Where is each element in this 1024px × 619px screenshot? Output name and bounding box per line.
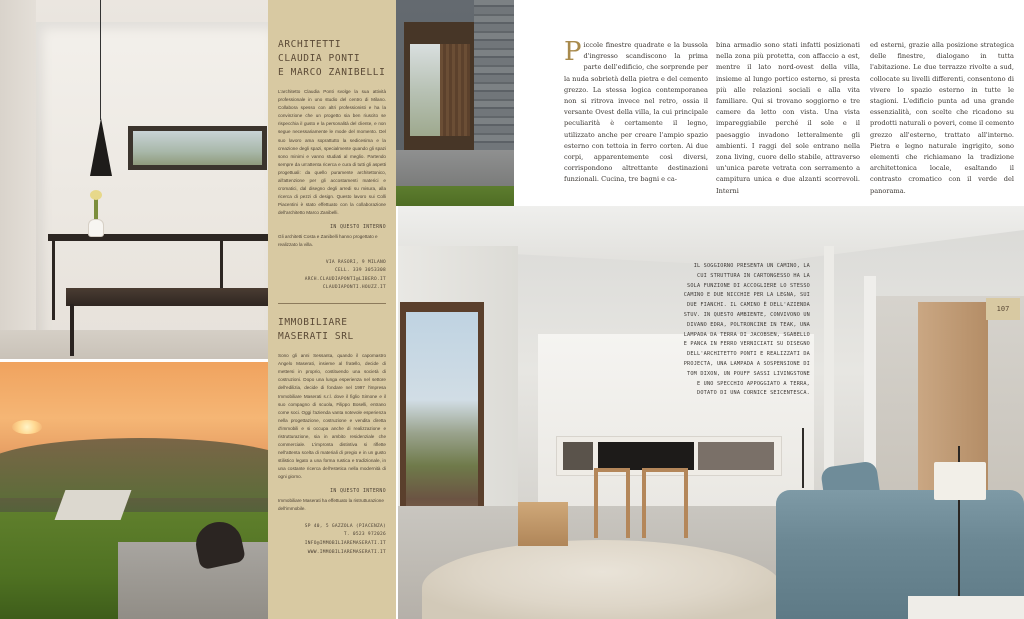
sidebar-text-column — [268, 0, 396, 619]
section-divider — [278, 303, 386, 304]
section2-label: IN QUESTO INTERNO — [330, 488, 386, 494]
wood-niche — [563, 442, 593, 470]
bench — [66, 288, 268, 306]
teak-chair — [642, 468, 688, 538]
vase — [88, 219, 104, 237]
photo-wall — [0, 0, 36, 359]
bench-leg — [70, 304, 74, 356]
article-column-1 — [564, 37, 708, 186]
stone-wall — [474, 0, 514, 150]
wood-niche — [698, 442, 774, 470]
section2-body: Sono gli anni Sessanta, quando il capomastro Angelo Maserati, insieme al fratello, decide di mettersi in proprio, costituendo una società di costruzioni. Dopo una lunga esperienza nel settore dell'edilizia, decide di fondare nel 1997 l'impresa Immobiliare Maserati s.r.l. dove il figlio Simone e il suo compagno di scuola, Filippo Boselli, entrano come soci. Oggi l'azienda vanta notevole esperienza nella progettazione, costruzione e vendita diretta d'immobili e si occupa anche di realizzazione e ristrutturazione, sia in ambito residenziale che commerciale. L'impronta distintiva si riflette nell'attenta scelta di materiali di pregio e in un gusto stilistico legato a una forma rustica e tradizionale, in una costante ricerca dell'estetica nella modernità di ogni giorno. — [278, 353, 386, 480]
section2-title-line2: MASERATI SRL — [278, 331, 354, 343]
article-column-2: bina armadio sono stati infatti posizionati nella zona più protetta, con affaccio a est, mentre il lato nord-ovest della villa, insieme al lungo portico esterno, si presta più alle relazioni sociali e alla vita familiare. Qui si trovano soggiorno e tre camere da letto con vista. Una vista impareggiabile perché il sole e il paesaggio invadono letteralmente gli ambienti. I raggi del sole entrano nella zona living, cuore dello stabile, attraverso un'unica parete vetrata con serramento a campitura unica e due alzanti scorrevoli. Interni — [716, 41, 860, 195]
pendant-cord — [100, 0, 101, 120]
gravel-path — [396, 150, 514, 186]
section1-label: IN QUESTO INTERNO — [330, 224, 386, 230]
section1-title — [278, 38, 386, 80]
lamp-shade — [934, 462, 986, 500]
hills — [0, 438, 268, 498]
skylight — [55, 490, 132, 520]
lawn — [396, 186, 514, 206]
photo-window — [128, 126, 267, 170]
photo-window-pane — [133, 131, 262, 165]
contact-website[interactable]: WWW.IMMOBILIAREMASERATI.IT — [307, 549, 386, 555]
sun — [12, 420, 42, 434]
contact-phone: CELL. 339 3053308 — [334, 268, 386, 274]
section2-title — [278, 316, 386, 344]
door-opening — [410, 44, 440, 136]
contact-phone: T. 0523 972026 — [343, 532, 386, 538]
article-column-1-text: iccole finestre quadrate e la bussola d'ingresso scandiscono la prima parte dell'edificio, che sorprende per la nuda sobrietà della pietra e del cemento grezzo. La stessa logica contemporanea non si ritrova invece nel retro, ossia il versante Ovest della villa, la cui principale peculiarità è certamente il legno, utilizzato anche per creare l'ampio spazio esterno con tettoia in ferro corten. Ai due corpi, apparentemente così diversi, corrispondono altrettante destinazioni funzionali. Cucina, tre bagni e ca- — [564, 41, 708, 184]
table-top — [48, 234, 268, 241]
section2-contact — [278, 523, 386, 557]
terrace — [118, 542, 268, 619]
section1-contact — [278, 259, 386, 293]
section2-title-line1: IMMOBILIARE — [278, 317, 348, 329]
entrance-door-photo — [396, 0, 514, 206]
interior-table-photo — [0, 0, 268, 359]
wood-cladding — [440, 44, 470, 136]
contact-address: VIA RASORI, 9 MILANO — [325, 259, 386, 265]
photo-caption: IL SOGGIORNO PRESENTA UN CAMINO, LA CUI STRUTTURA IN CARTONGESSO HA LA SOLA FUNZIONE DI ACCOGLIERE LO STESSO CAMINO E DUE NICCHIE PER LA LEGNA, SUI DUE FIANCHI. IL CAMINO È DELL'AZIENDA STUV. IN QUESTO AMBIENTE, CONVIVONO UN DIVANO EDRA, POLTRONCINE IN TEAK, UNA LAMPADA DA TERRA DI JACOBSEN, SGABELLO E PANCA IN FERRO VERNICIATI SU DISEGNO DELL'ARCHITETTO PONTI E REALIZZATI DA PROJECTA, UNA LAMPADA A SOSPENSIONE DI TOM DIXON, UN POUFF SASSI LIVINGSTONE E UNO SPECCHIO APPOGGIATO A TERRA, DOTATO DI UNA CORNICE SEICENTESCA. — [683, 263, 810, 397]
section1-body: L'architetto Claudia Ponti svolge la sua attività professionale in uno studio del centro di Milano. Collabora spesso con altri professionisti e ha la convinzione che un progetto sia ben riuscito se rispecchia il gusto e la personalità del cliente, e non segue necessariamente le mode del momento. Del suo lavoro ama soprattutto la sedicesima e la creazione degli spazi, specialmente quando gli spazi sono minimi e vanno studiati al meglio. Partendo sempre da un'attenta ricerca e cura di tutti gli aspetti progettuali: da quello puramente architettonico, all'attenzione per gli accostamenti materici e cromatici, dal disegno degli arredi su misura, alla ricerca di pezzi di design. Questo lavoro sui Colli Piacentini è stato effettuato con la collaborazione dell'architetto Marco Zanibelli. — [278, 89, 386, 216]
flower-head — [90, 190, 102, 200]
article-column-3: ed esterni, grazie alla posizione strategica delle finestre, dialogano in tutta l'abitazione. Le due terrazze rivolte a sud, collocate su livelli differenti, consentono di vivere lo spazio esterno in tutte le stagioni. L'edificio punta ad una grande essenzialità, con scelte che ricadono su prodotti naturali o poveri, come il cemento grezzo all'esterno, trattato all'interno. Pietra e legno naturale ingrigito, sono elementi che richiamano la tradizione architettonica locale, esaltando il contrasto cromatico con il verde del panorama. — [870, 41, 1014, 195]
sunset-landscape-photo — [0, 362, 268, 619]
section1-title-line1: ARCHITETTI CLAUDIA PONTI — [278, 39, 361, 64]
section1-note: Gli architetti Costa e Zanibelli hanno progettato e realizzato la villa. — [278, 233, 378, 247]
contact-address: SP 40, 5 GAZZOLA (PIACENZA) — [304, 523, 386, 529]
table-leg — [52, 240, 55, 320]
photo-floor — [0, 330, 268, 359]
section1-title-line2: E MARCO ZANIBELLI — [278, 67, 386, 78]
glass-door — [400, 302, 484, 538]
contact-email[interactable]: INFO@IMMOBILIAREMASERATI.IT — [304, 540, 386, 546]
pendant-lamp — [90, 118, 112, 176]
contact-website[interactable]: CLAUDIAPONTI.HOUZZ.IT — [322, 285, 386, 291]
floor-lamp — [802, 428, 804, 488]
side-table — [908, 596, 1024, 619]
drop-cap: P — [564, 37, 582, 67]
glass-door-view — [406, 312, 478, 532]
teak-chair — [594, 468, 630, 538]
article-body — [526, 37, 1014, 200]
page-number: 107 — [986, 298, 1020, 320]
section2-note: Immobiliare Maserati ha effettuato la ristrutturazione dell'immobile. — [278, 497, 384, 511]
contact-email[interactable]: ARCH.CLAUDIAPONTI@LIBERO.IT — [304, 276, 386, 282]
wood-stool — [518, 502, 568, 546]
fireplace — [598, 442, 694, 470]
